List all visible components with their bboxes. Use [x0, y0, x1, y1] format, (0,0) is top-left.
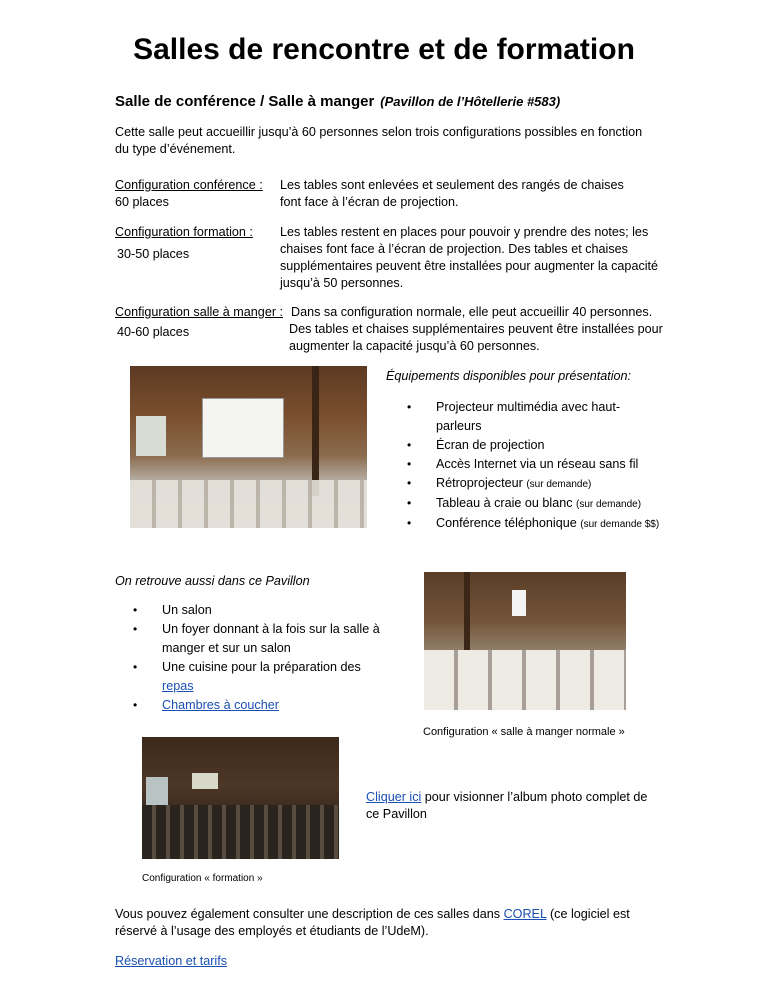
- list-item: • Accès Internet via un réseau sans fil: [407, 455, 687, 474]
- list-item: • Rétroprojecteur (sur demande): [407, 474, 687, 494]
- wooden-post: [312, 366, 319, 496]
- config-conference-desc: Les tables sont enlevées et seulement des rangés de chaises font face à l’écran de projection.: [280, 178, 624, 209]
- page-title: Salles de rencontre et de formation: [133, 33, 635, 66]
- participants: [142, 805, 339, 859]
- list-item: • Un foyer donnant à la fois sur la salle à manger et sur un salon: [133, 620, 403, 658]
- bedrooms-link[interactable]: Chambres à coucher: [162, 698, 279, 712]
- pavillon-heading: On retrouve aussi dans ce Pavillon: [115, 574, 310, 588]
- list-item: • Tableau à craie ou blanc (sur demande): [407, 494, 687, 514]
- config-places: 60 places: [115, 195, 169, 209]
- section-title: Salle de conférence / Salle à manger: [115, 93, 375, 110]
- window: [146, 777, 168, 805]
- reservation-link[interactable]: Réservation et tarifs: [115, 954, 227, 968]
- list-item: [133, 696, 403, 715]
- list-item: • Un salon: [133, 601, 403, 620]
- dining-room-photo: [424, 572, 626, 710]
- training-caption: Configuration « formation »: [142, 873, 263, 884]
- config-formation: [115, 224, 253, 241]
- equipment-list: [407, 398, 687, 534]
- refrigerator: [512, 590, 526, 616]
- config-label: Configuration formation :: [115, 225, 253, 239]
- config-dining-line1: Dans sa configuration normale, elle peut accueillir 40 personnes.: [291, 305, 653, 319]
- intro-paragraph: Cette salle peut accueillir jusqu’à 60 personnes selon trois configurations possibles en fonction du type d’événement.: [115, 125, 643, 156]
- config-places: 30-50 places: [117, 247, 190, 261]
- album-paragraph: Cliquer ici pour visionner l’album photo complet de ce Pavillon: [366, 790, 648, 821]
- list-item: • Projecteur multimédia avec haut- parleurs: [407, 398, 687, 436]
- pavillon-list: [133, 601, 403, 715]
- pavillon-label: (Pavillon de l’Hôtellerie #583): [380, 94, 561, 109]
- equipment-heading: Équipements disponibles pour présentation:: [386, 369, 632, 383]
- repas-link[interactable]: repas: [162, 679, 194, 693]
- corel-link[interactable]: COREL: [503, 907, 547, 921]
- window: [136, 416, 166, 456]
- config-places-dining: 40-60 places: [117, 325, 190, 339]
- list-item: • Conférence téléphonique (sur demande $$): [407, 514, 687, 534]
- config-conference: [115, 177, 263, 211]
- projection-screen: [192, 773, 218, 789]
- list-item: • Une cuisine pour la préparation des repas: [133, 658, 403, 696]
- chairs: [130, 480, 367, 528]
- training-room-photo: [142, 737, 339, 859]
- corel-paragraph: Vous pouvez également consulter une description de ces salles dans COREL (ce logiciel est réservé à l’usage des employés et étudiants de l’UdeM).: [115, 907, 630, 938]
- config-label: Configuration conférence :: [115, 178, 263, 192]
- conference-room-photo: [130, 366, 367, 528]
- tables: [424, 650, 626, 710]
- config-formation-desc: Les tables restent en places pour pouvoir y prendre des notes; les chaises font face à l’écran de projection. Des tables et chaises supplémentaires peuvent être installées pour augmenter la capacité jusqu’à 50 personnes.: [280, 225, 659, 290]
- config-label-dining: Configuration salle à manger :: [115, 305, 284, 319]
- list-item: • Écran de projection: [407, 436, 687, 455]
- album-link[interactable]: Cliquer ici: [366, 790, 422, 804]
- section-heading: [115, 93, 560, 110]
- dining-caption: Configuration « salle à manger normale »: [423, 726, 625, 738]
- projection-screen: [202, 398, 284, 458]
- config-dining-desc: Des tables et chaises supplémentaires peuvent être installées pour augmenter la capacité jusqu’à 60 personnes.: [289, 322, 663, 353]
